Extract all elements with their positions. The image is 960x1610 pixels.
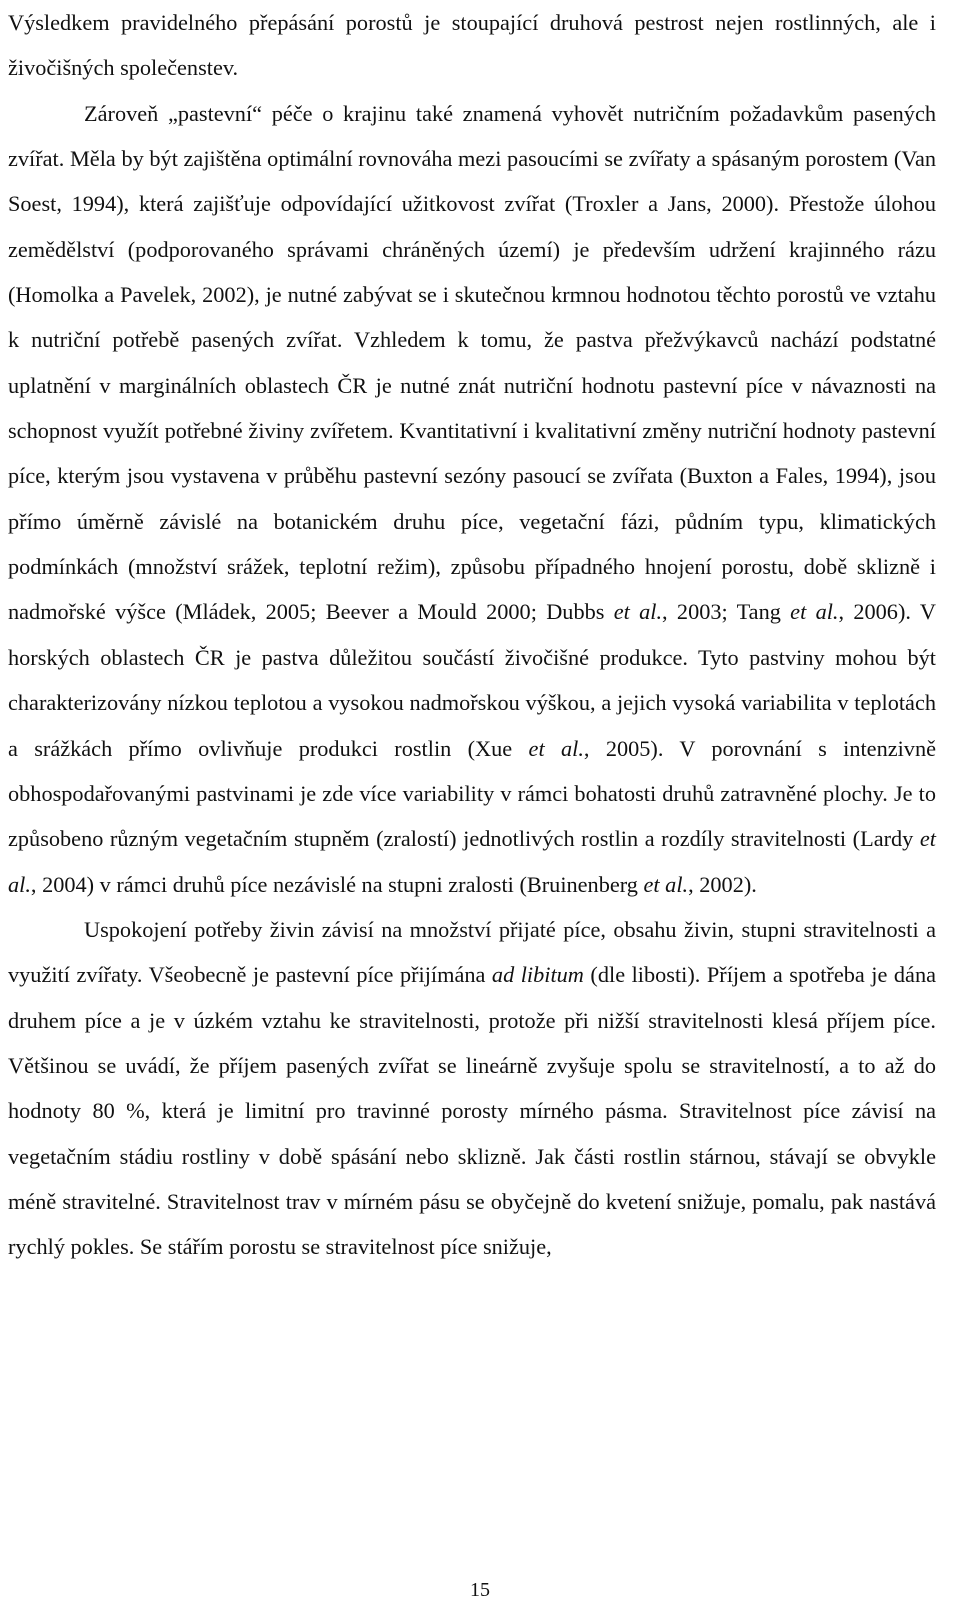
paragraph-2 [8, 91, 936, 907]
citation-et-al: et al. [790, 599, 839, 625]
document-page [8, 0, 936, 1270]
citation-et-al: et al. [8, 826, 936, 897]
paragraph-text: Zároveň „pastevní“ péče o krajinu také znamená vyhovět nutričním požadavkům pasených zvířat. Měla by být zajištěna optimální rovnováha mezi pasoucími se zvířaty a spásaným porostem (Van Soest, 1994), která zajišťuje odpovídající užitkovost zvířat (Troxler a Jans, 2000). Přestože úlohou zemědělství (podporovaného správami chráněných území) je především udržení krajinného rázu (Homolka a Pavelek, 2002), je nutné zabývat se i skutečnou krmnou hodnotou těchto porostů ve vztahu k nutriční potřebě pasených zvířat. Vzhledem k tomu, že pastva přežvýkavců nachází podstatné uplatnění v marginálních oblastech ČR je nutné znát nutriční hodnotu pastevní píce v návaznosti na schopnost využít potřebné živiny zvířetem. Kvantitativní i kvalitativní změny nutriční hodnoty pastevní píce, kterým jsou vystavena v průběhu pastevní sezóny pasoucí se zvířata (Buxton a Fales, 1994), jsou přímo úměrně závislé na botanickém druhu píce, vegetační fázi, půdním typu, klimatických podmínkách (množství srážek, teplotní režim), způsobu případného hnojení porostu, době sklizně i nadmořské výšce (Mládek, 2005; Beever a Mould 2000; Dubbs [8, 100, 936, 625]
citation-et-al: et al. [613, 599, 663, 625]
paragraph-text: , 2005). V porovnání s intenzivně obhospodařovanými pastvinami je zde více variability v rámci bohatosti druhů zatravněné plochy. Je to způsobeno různým vegetačním stupněm (zralostí) jednotlivých rostlin a rozdíly stravitelnosti (Lardy [8, 735, 937, 852]
page-number: 15 [470, 1579, 490, 1601]
paragraph-text: , 2003; Tang [662, 599, 791, 625]
paragraph-text: (dle libosti). Příjem a spotřeba je dána druhem píce a je v úzkém vztahu ke stravitelnosti, protože při nižší stravitelnosti klesá příjem píce. Většinou se uvádí, že příjem pasených zvířat se lineárně zvyšuje spolu se stravitelností, a to až do hodnoty 80 %, která je limitní pro travinné porosty mírného pásma. Stravitelnost píce závisí na vegetačním stádiu rostliny v době spásání nebo sklizně. Jak části rostlin stárnou, stávají se obvykle méně stravitelné. Stravitelnost trav v mírném pásu se obyčejně do kvetení snižuje, pomalu, pak nastává rychlý pokles. Se stářím porostu se stravitelnost píce snižuje, [8, 962, 936, 1260]
paragraph-1 [8, 0, 936, 91]
paragraph-text: , 2002). [688, 871, 757, 897]
paragraph-3 [8, 907, 936, 1270]
citation-et-al: et al. [643, 871, 689, 897]
paragraph-text: Uspokojení potřeby živin závisí na množství přijaté píce, obsahu živin, stupni stravitelnosti a využití zvířaty. Všeobecně je pastevní píce přijímána [8, 916, 936, 988]
latin-phrase: ad libitum [491, 962, 584, 988]
paragraph-text: , 2006). V horských oblastech ČR je pastva důležitou součástí živočišné produkce. Tyto pastviny mohou být charakterizovány nízkou teplotou a vysokou nadmořskou výškou, a jejich vysoká variabilita v teplotách a srážkách přímo ovlivňuje produkci rostlin (Xue [8, 599, 936, 761]
paragraph-text: Výsledkem pravidelného přepásání porostů je stoupající druhová pestrost nejen rostlinných, ale i živočišných společenstev. [8, 10, 936, 81]
citation-et-al: et al. [528, 735, 584, 761]
paragraph-text: , 2004) v rámci druhů píce nezávislé na stupni zralosti (Bruinenberg [30, 871, 644, 897]
